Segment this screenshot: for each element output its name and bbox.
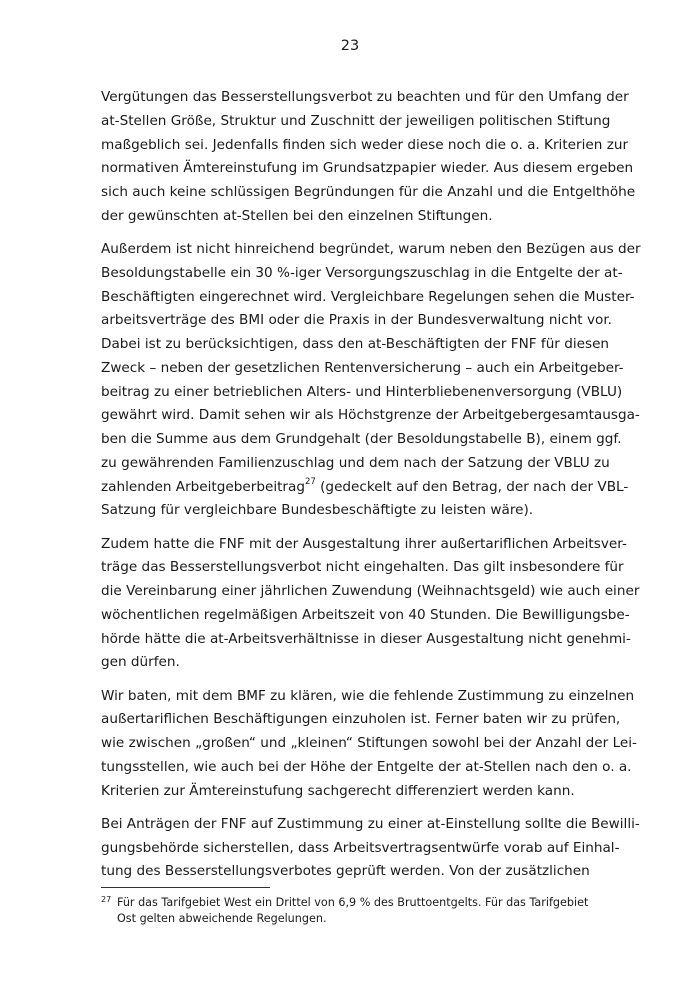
text-line: at-Stellen Größe, Struktur und Zuschnitt der jeweiligen politischen Stiftung bbox=[101, 112, 611, 129]
text-line: normativen Ämtereinstufung im Grundsatzpapier wieder. Aus diesem ergeben bbox=[101, 160, 634, 177]
footnote-line: Ost gelten abweichende Regelungen. bbox=[117, 912, 327, 925]
text-line: zu gewährenden Familienzuschlag und dem nach der Satzung der VBLU zu bbox=[101, 454, 610, 471]
text-line: Beschäftigten eingerechnet wird. Vergleichbare Regelungen sehen die Muster- bbox=[101, 288, 635, 305]
text-line: träge das Besserstellungsverbot nicht eingehalten. Das gilt insbesondere für bbox=[101, 559, 624, 576]
footnote-number: 27 bbox=[101, 895, 112, 904]
paragraph-2 bbox=[101, 238, 641, 523]
text-line: beitrag zu einer betrieblichen Alters- und Hinterbliebenenversorgung (VBLU) bbox=[101, 383, 623, 400]
text-line: gungsbehörde sicherstellen, dass Arbeitsvertragsentwürfe vorab auf Einhal- bbox=[101, 839, 620, 856]
footnote-separator bbox=[101, 887, 270, 888]
paragraph-3 bbox=[101, 533, 640, 676]
footnote-text bbox=[117, 895, 619, 927]
text-line: Vergütungen das Besserstellungsverbot zu beachten und für den Umfang der bbox=[101, 89, 629, 105]
text-line: außertariflichen Beschäftigungen einzuholen ist. Ferner baten wir zu prüfen, bbox=[101, 711, 621, 728]
text-line: Zweck – neben der gesetzlichen Rentenversicherung – auch ein Arbeitgeber- bbox=[101, 359, 624, 376]
text-line: der gewünschten at-Stellen bei den einzelnen Stiftungen. bbox=[101, 207, 493, 224]
text-segment: (gedeckelt auf den Betrag, der nach der VBL- bbox=[315, 478, 629, 495]
text-line-with-footnote-ref bbox=[101, 476, 629, 500]
text-line: sich auch keine schlüssigen Begründungen für die Anzahl und die Entgelthöhe bbox=[101, 184, 636, 200]
text-line: arbeitsverträge des BMI oder die Praxis in der Bundesverwaltung nicht vor. bbox=[101, 312, 612, 329]
text-line: die Vereinbarung einer jährlichen Zuwendung (Weihnachtsgeld) wie auch einer bbox=[101, 583, 640, 599]
footnote-ref-27[interactable]: 27 bbox=[304, 476, 316, 487]
text-line: tungsstellen, wie auch bei der Höhe der Entgelte der at-Stellen nach den o. a. bbox=[101, 758, 632, 775]
text-line: wöchentlichen regelmäßigen Arbeitszeit von 40 Stunden. Die Bewilligungsbe- bbox=[101, 606, 630, 623]
text-line: wie zwischen „großen“ und „kleinen“ Stiftungen sowohl bei der Anzahl der Lei- bbox=[101, 735, 637, 751]
text-line: Außerdem ist nicht hinreichend begründet, warum neben den Bezügen aus der bbox=[101, 241, 641, 257]
text-line: tung des Besserstellungsverbotes geprüft werden. Von der zusätzlichen bbox=[101, 863, 590, 880]
text-line: Bei Anträgen der FNF auf Zustimmung zu einer at-Einstellung sollte die Bewilli- bbox=[101, 815, 640, 832]
paragraph-4 bbox=[101, 685, 637, 804]
text-line: hörde hätte die at-Arbeitsverhältnisse in dieser Ausgestaltung nicht genehmi- bbox=[101, 630, 631, 647]
text-line: Zudem hatte die FNF mit der Ausgestaltung ihrer außertariflichen Arbeitsver- bbox=[101, 535, 627, 552]
paragraph-5 bbox=[101, 813, 640, 884]
text-line: Dabei ist zu berücksichtigen, dass den at-Beschäftigten der FNF für diesen bbox=[101, 336, 610, 352]
footnote-line: Für das Tarifgebiet West ein Drittel von 6,9 % des Bruttoentgelts. Für das Tarifgebiet bbox=[117, 896, 589, 909]
text-line: Wir baten, mit dem BMF zu klären, wie die fehlende Zustimmung zu einzelnen bbox=[101, 687, 635, 704]
footnote-27 bbox=[101, 895, 619, 927]
paragraph-1 bbox=[101, 86, 636, 229]
text-line: maßgeblich sei. Jedenfalls finden sich weder diese noch die o. a. Kriterien zur bbox=[101, 136, 629, 153]
text-line: gen dürfen. bbox=[101, 654, 180, 671]
page-number: 23 bbox=[340, 38, 360, 54]
document-body bbox=[101, 86, 641, 884]
text-line: Kriterien zur Ämtereinstufung sachgerecht differenziert werden kann. bbox=[101, 782, 575, 799]
text-line: ben die Summe aus dem Grundgehalt (der Besoldungstabelle B), einem ggf. bbox=[101, 431, 622, 447]
text-line: Satzung für vergleichbare Bundesbeschäftigte zu leisten wäre). bbox=[101, 502, 534, 519]
text-line: gewährt wird. Damit sehen wir als Höchstgrenze der Arbeitgebergesamtausga- bbox=[101, 407, 640, 424]
text-line: Besoldungstabelle ein 30 %-iger Versorgungszuschlag in die Entgelte der at- bbox=[101, 264, 623, 281]
text-segment: zahlenden Arbeitgeberbeitrag bbox=[101, 478, 305, 495]
